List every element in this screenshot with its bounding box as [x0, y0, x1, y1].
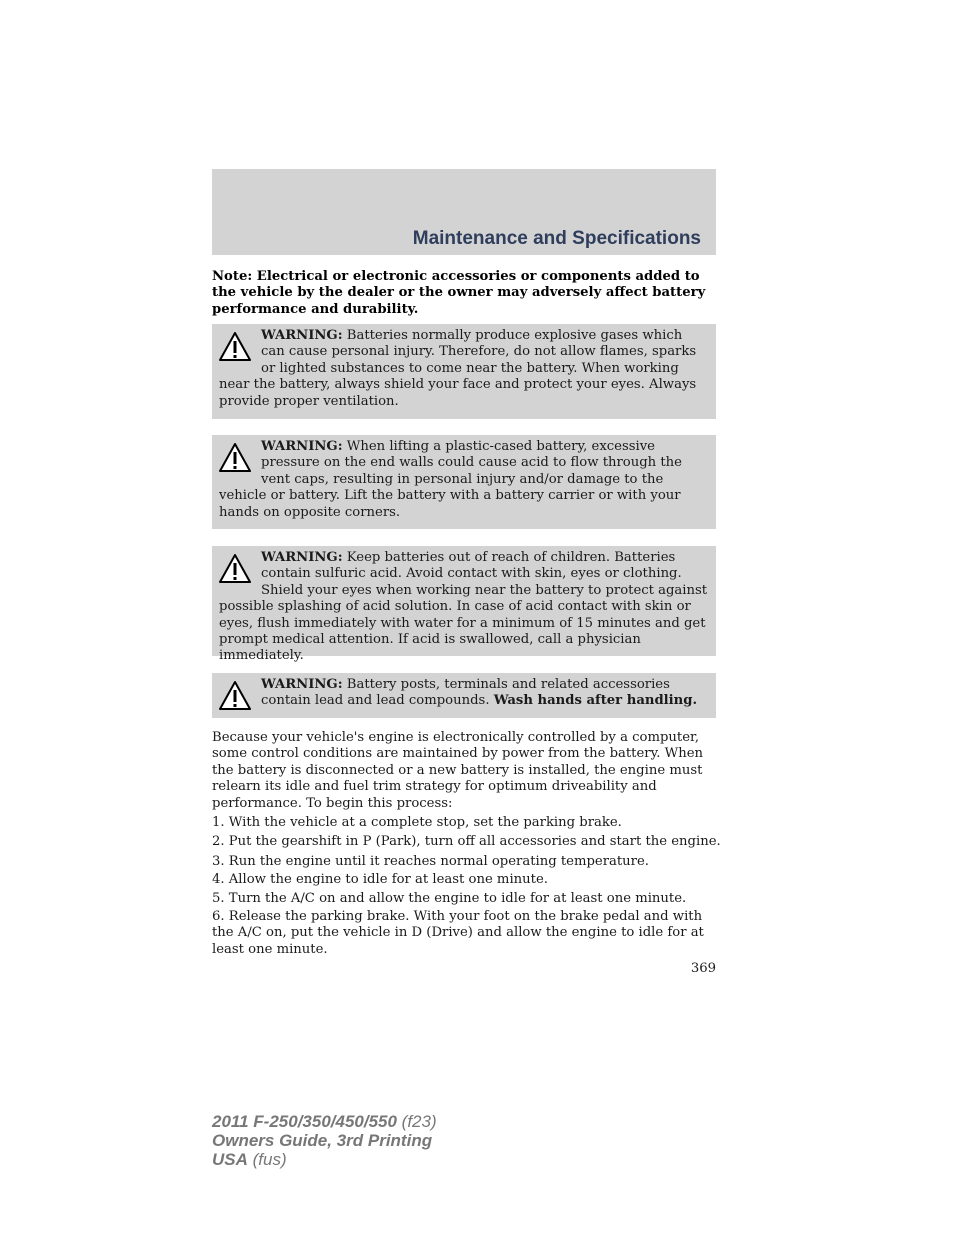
warning-label: WARNING: — [261, 677, 343, 692]
warning-text: Batteries normally produce explosive gases which can cause personal injury. Therefore, do not allow flames, sparks or lighted substances to come near the battery. When working near the battery, always shield your face and protect your eyes. Always provide proper ventilation. — [219, 328, 697, 409]
page-number: 369 — [690, 961, 716, 976]
footer-region: USA — [212, 1150, 248, 1169]
warning-triangle-icon — [219, 331, 251, 363]
warning-text: Battery posts, terminals and related accessories contain lead and lead compounds. — [261, 677, 670, 709]
warning-text: When lifting a plastic-cased battery, excessive pressure on the end walls could cause acid to flow through the vent caps, resulting in personal injury and/or damage to the vehicle or battery. Lift the battery with a battery carrier or with your hands on opposite corners. — [219, 439, 682, 520]
step-item: 4. Allow the engine to idle for at least one minute. — [212, 872, 548, 887]
warning-triangle-icon — [219, 442, 251, 474]
step-item: 5. Turn the A/C on and allow the engine to idle for at least one minute. — [212, 891, 687, 906]
section-header — [212, 169, 716, 255]
warning-emphasis: Wash hands after handling. — [493, 693, 698, 709]
step-item: 3. Run the engine until it reaches normal operating temperature. — [212, 854, 649, 869]
footer-edition: Owners Guide, 3rd Printing — [212, 1131, 433, 1150]
step-item: 1. With the vehicle at a complete stop, set the parking brake. — [212, 815, 622, 830]
warning-text: Keep batteries out of reach of children. Batteries contain sulfuric acid. Avoid contact with skin, eyes or clothing. Shield your eyes when working near the battery to protect against possible splashing of acid solution. In case of acid contact with skin or eyes, flush immediately with water for a minimum of 15 minutes and get prompt medical attention. If acid is swallowed, call a physician immediately. — [219, 550, 708, 664]
note-paragraph: Note: Electrical or electronic accessories or components added to the vehicle by the dealer or the owner may adversely affect battery performance and durability. — [212, 269, 706, 317]
warning-box-1 — [212, 324, 716, 419]
warning-triangle-icon — [219, 680, 251, 712]
warning-label: WARNING: — [261, 328, 343, 343]
intro-paragraph: Because your vehicle's engine is electronically controlled by a computer, some control conditions are maintained by power from the battery. When the battery is disconnected or a new battery is installed, the engine must relearn its idle and fuel trim strategy for optimum driveability and performance. To begin this process: — [212, 730, 704, 811]
warning-box-3 — [212, 546, 716, 664]
document-footer — [212, 1112, 437, 1169]
footer-region-code: (fus) — [247, 1150, 287, 1169]
step-item: 6. Release the parking brake. With your foot on the brake pedal and with the A/C on, put the vehicle in D (Drive) and allow the engine to idle for at least one minute. — [212, 909, 704, 957]
warning-label: WARNING: — [261, 550, 343, 565]
warning-box-4 — [212, 673, 716, 718]
warning-box-2 — [212, 435, 716, 529]
warning-triangle-icon — [219, 553, 251, 585]
section-title: Maintenance and Specifications — [412, 228, 701, 249]
footer-model-code: (f23) — [396, 1112, 437, 1131]
step-item: 2. Put the gearshift in P (Park), turn off all accessories and start the engine. — [212, 834, 721, 849]
footer-model: 2011 F-250/350/450/550 — [212, 1112, 397, 1131]
warning-label: WARNING: — [261, 439, 343, 454]
